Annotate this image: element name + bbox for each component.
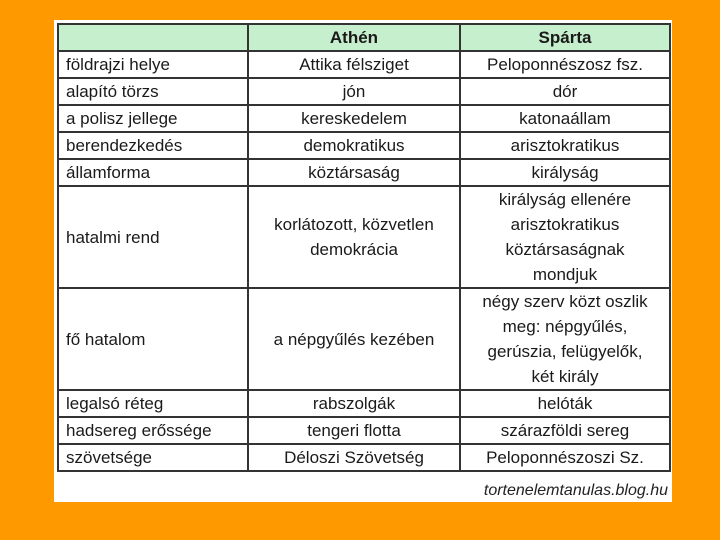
row-label: berendezkedés <box>58 132 248 159</box>
table-row <box>58 444 670 471</box>
cell-text: korlátozott, közvetlen <box>274 215 434 234</box>
cell-text: gerúszia, felügyelők, <box>487 342 643 361</box>
row-label: szövetsége <box>58 444 248 471</box>
cell-text: tengeri flotta <box>307 421 401 440</box>
cell-text: rabszolgák <box>312 394 396 413</box>
row-label: hatalmi rend <box>58 186 248 288</box>
cell-text: arisztokratikus <box>510 215 620 234</box>
cell-text: demokratikus <box>303 136 405 155</box>
cell-text: Attika félsziget <box>299 55 409 74</box>
athens-cell <box>248 51 460 78</box>
athens-cell <box>248 105 460 132</box>
cell-text: Peloponnészoszi Sz. <box>486 448 644 467</box>
sparta-cell <box>460 78 670 105</box>
sparta-cell <box>460 186 670 288</box>
cell-text: négy szerv közt oszlik <box>482 292 648 311</box>
row-label: legalsó réteg <box>58 390 248 417</box>
cell-text: királyság <box>531 163 599 182</box>
cell-text: mondjuk <box>532 265 598 284</box>
row-label: a polisz jellege <box>58 105 248 132</box>
sparta-cell <box>460 444 670 471</box>
athens-cell <box>248 132 460 159</box>
table-row <box>58 78 670 105</box>
cell-text: jón <box>342 82 366 101</box>
table-row <box>58 186 670 288</box>
sparta-cell <box>460 288 670 390</box>
sparta-cell <box>460 390 670 417</box>
header-sparta: Spárta <box>460 24 670 51</box>
athens-cell <box>248 186 460 288</box>
cell-text: arisztokratikus <box>510 136 620 155</box>
table-row <box>58 51 670 78</box>
sparta-cell <box>460 417 670 444</box>
athens-cell <box>248 288 460 390</box>
row-label: alapító törzs <box>58 78 248 105</box>
cell-text: köztársaság <box>308 163 400 182</box>
sparta-cell <box>460 159 670 186</box>
sparta-cell <box>460 132 670 159</box>
row-label: fő hatalom <box>58 288 248 390</box>
row-label: hadsereg erőssége <box>58 417 248 444</box>
cell-text: a népgyűlés kezében <box>273 329 435 349</box>
header-athens: Athén <box>248 24 460 51</box>
cell-text: két király <box>531 367 599 386</box>
row-label: földrajzi helye <box>58 51 248 78</box>
athens-cell <box>248 78 460 105</box>
cell-text: Déloszi Szövetség <box>284 448 424 467</box>
cell-text: demokrácia <box>310 240 398 259</box>
cell-text: dór <box>552 82 578 101</box>
row-label: államforma <box>58 159 248 186</box>
sparta-cell <box>460 105 670 132</box>
sparta-cell <box>460 51 670 78</box>
table-row <box>58 105 670 132</box>
athens-cell <box>248 159 460 186</box>
athens-cell <box>248 444 460 471</box>
table-row <box>58 390 670 417</box>
athens-cell <box>248 390 460 417</box>
cell-text: szárazföldi sereg <box>500 421 630 440</box>
table-row <box>58 288 670 390</box>
table-row <box>58 417 670 444</box>
cell-text: helóták <box>537 394 593 413</box>
cell-text: Peloponnészosz fsz. <box>487 55 643 74</box>
header-row <box>58 24 670 51</box>
table-row <box>58 132 670 159</box>
cell-text: katonaállam <box>519 109 611 128</box>
comparison-table <box>57 23 671 472</box>
cell-text: királyság ellenére <box>498 190 632 209</box>
cell-text: köztársaságnak <box>505 240 625 259</box>
cell-text: meg: népgyűlés, <box>502 317 628 336</box>
source-credit: tortenelemtanulas.blog.hu <box>483 482 668 499</box>
cell-text: kereskedelem <box>301 109 407 128</box>
athens-cell <box>248 417 460 444</box>
header-label-cell <box>58 24 248 51</box>
table-row <box>58 159 670 186</box>
slide-panel <box>54 20 672 502</box>
